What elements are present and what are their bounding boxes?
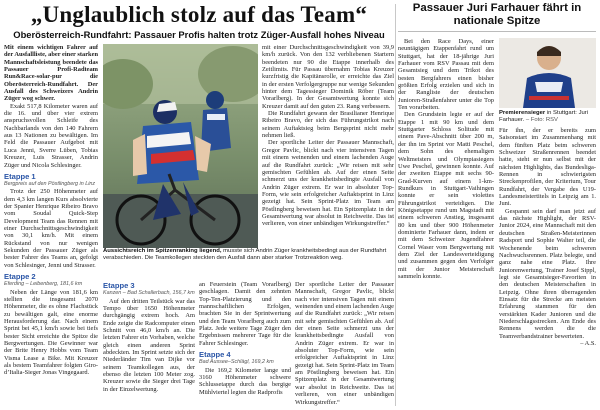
- intro-paragraph: Mit einem wichtigen Fahrer auf der Ausfallliste, aber einer starken Mannschaftsleistung beendete das Passauer Profi-Radteam Run&Race-solar-pur die Oberösterreich-Rundfahrt. Der Ausfall des Schweizers Andrin Züger wog schwer.: [4, 44, 98, 103]
- caption-text: musste sich Andrin Züger krankheitsbedingt aus der Rundfahrt verabschieden. Die Teamkollegen steckten den Ausfall dann aber starker Trotzreaktion weg.: [103, 248, 387, 262]
- stage-3-paragraph: Auf den dritten Teilstück war das Tempo über 1650 Höhenmeter durchgängig extrem hoch. Am Ende zeigte die Radcomputer einen Schnitt von 46,0 km/h an. Die letzten Fahrer ein Vorhaben, welche gleich einen anderen Sprint abdeckten. Im Sprint setzte sich der Niederländer Tim van Dijke vor seinem Teamkollegen aus, der ebenso die letzten 100 Meter zog. Kreuzer sowie die Sieger drei Tage in der Einzelwertung.: [103, 297, 195, 393]
- body-paragraph: Der sportliche Leiter der Passauer Mannschaft, Gregor Pavlic, blickt nach vier intensiven Tagen mit einem weinenden und einem lachenden Auge auf die Rundfahrt zurück: „Wir reisen mit sehr gemischten Gefühlen ab. Auf der einen Seite schmerzt uns der krankheitsbedingte Ausfall von Andrin Züger extrem. Er war in absoluter Top-Form, wie sein erfolgreicher Auftaktsprint in Linz gezeigt hat. Sein Sprint-Platz im Team am Pöstlingberg beweisen hat. Ein Spitzenplatz in der Gesamtwertung war absolut in Reichweite. Das ist verlieren, von einer unbändigen Wirkungstreffer.“: [295, 281, 394, 406]
- stage-4-paragraph: Die 169,2 Kilometer lange und 3160 Höhenmeter schwere Schlussetappe durch das bergige Mühlviertel legten die Radprofis: [199, 366, 291, 396]
- stage-3-heading: Etappe 3: [103, 281, 135, 290]
- body-paragraph: Den Grundstein legte er auf der Etappe 1 mit 90 km und dem Stuttgarter Schloss Solitude mit einem Pave-Abschnitt über 200 m, der ihn im Sprint vor Matti Peschel, dem Sohn des ehemaligen Weltmeisters und Olympiasiegers Uwe Peschel, gewinnen konnte. Auf der zweiten Etappe mit sechs 90-Grad-Kurven auf einem 1-km-Rundkurs in Stuttgart-Vaihingen konnte er sein violettes Führungstrikot verteidigen. Die Königsetappe rund um Magstadt mit einem schweren Anstieg, insgesamt 80 km und über 900 Höhenmeter dominierte Farhauer dann, indem er mit dem Schweizer Jugendfahrer Cornel Waser vom Bergwertung mit dem Ziel der Landesverteidigung und zusammen gegen den Verfolger mit der Junior Meisterschaft sammeln konnte.: [398, 111, 494, 280]
- caption-bold: Aussichtsreich im Spitzenranking liegend,: [103, 248, 222, 254]
- portrait-caption-bold: Premierensieger: [499, 110, 546, 116]
- body-paragraph: Die Rundfahrt gewann der Brasilianer Henrique Ribeiro Bravo, der sich das Führungstrikot nach seinem Auftaktsieg beim Bergsprint nicht mehr nehmen ließ.: [262, 110, 394, 140]
- article-column-3: [103, 281, 195, 408]
- body-paragraph: mit einer Durchschnittsgeschwindigkeit von 39,9 km/h zurück. Von den 132 verbliebenen Startern beendeten nur 90 die Etappe innerhalb des Zeitlimits. Für Passau übernahm Tobias Kreuzer kurzfristig die Kapitänsrolle, er erreichte das Ziel in der ersten Verfolgergruppe nur wenige Sekunden hinter dem Tagessieger Dominik Röber (Team Vorarlberg). In der Gesamtwertung konnte sich Kreuzer damit auf den guten 23. Rang verbessern.: [262, 44, 394, 110]
- column-divider: [395, 4, 396, 406]
- body-paragraph: an Feuerstein (Team Vorarlberg) geschlagen. Damit den zehnten Top-Ten-Platzierung und den mannschaftlichen Erfolgen, brachten Sie in der Sprintwertung und den Team Vorarlberg auch zum Platz. Jede weitere Tage Züger den Ergebnissen mehrerer Tage für die Fahrer Schlesinger.: [199, 281, 291, 347]
- cyclists-illustration: [103, 44, 258, 248]
- rider-portrait-photo: [499, 38, 596, 108]
- portrait-illustration: [499, 38, 596, 108]
- sidebar-headline: Passauer Juri Farhauer fährt in nationale Spitze: [412, 2, 582, 28]
- article-column-5: [295, 281, 394, 408]
- article-headline: „Unglaublich stolz auf das Team“: [30, 2, 368, 27]
- sidebar-column-1: [398, 38, 494, 408]
- article-column-2: [262, 44, 394, 276]
- sidebar-column-2: [499, 38, 596, 408]
- body-paragraph: Für ihn, der er bereits zum Saisonstart im Zusammenhang mit dem fünften Platz beim schweren Schweizer Straßenrennen beendet hatte, steht er nun selbst mit der nächsten Highlights, das Bundesliga-Rennen in schwierigsten Streckenprofilen, der Kriterium, Tour Rundfahrt, der Vergabe des U19-Landesmeistertitels in Leipzig am 1. Juni.: [499, 127, 596, 208]
- article-column-1: [4, 44, 98, 408]
- sidebar-column-2-text: [499, 127, 596, 408]
- article-subhead: Oberösterreich-Rundfahrt: Passauer Profis halten trotz Züger-Ausfall hohes Niveau: [13, 29, 385, 40]
- stage-1-heading: Etappe 1: [4, 171, 36, 181]
- stage-2-paragraph: Neben der Länge von 181,6 km stellten die insgesamt 2070 Höhenmeter, die es ohne Flachstück zu bewältigen galt, eine enorme Herausforderung dar. Nach einem Sprint bei 45,1 km/h sowie bei tiefs bester Sicht erreichte die Spitze die Bergwertungen. Die Gewinner war der Brite Henry Hobbs vom Team Visma Lease a Bike. Mit Kreuzer als bestem Teamfahrer folgten Giro-d’Italia-Sieger Jonas Vingegaard.: [4, 288, 98, 377]
- stage-4-subheading: Bad Aussee–Schlägl, 169,2 km: [199, 359, 274, 366]
- portrait-caption: [499, 110, 596, 124]
- stage-2-subheading: Eferding – Leibenberg, 181,6 km: [4, 281, 83, 288]
- body-paragraph: Exakt 517,8 Kilometer waren auf die 16. und über vier extrem anspruchsvollen Schleife des Nachbarlands von den 140 Fahrern aus 13 Nationen zu bewältigen. Im Feld die Passauer Aufgebot mit Luca Jenni, Sverre Lüben, Tobias Kreuzer, Luis Strasser, Andrin Züger und Nicola Schlesinger.: [4, 102, 98, 169]
- portrait-caption-text: in Stuttgart: Juri Farhauer.: [499, 110, 589, 123]
- article-column-4: [199, 281, 291, 408]
- sidebar-article: [398, 2, 596, 408]
- sidebar-rule: [398, 31, 596, 32]
- author-initials: – A.S.: [580, 339, 596, 347]
- stage-3-subheading: Kanzen – Bad Schallerbach, 156,7 km: [103, 290, 195, 296]
- stage-4-heading: Etappe 4: [199, 350, 231, 360]
- main-article: [4, 2, 394, 408]
- stage-1-subheading: Bergpreis auf den Pöstlingberg in Linz: [4, 180, 96, 187]
- photo-credit: – Foto: RSV: [525, 117, 558, 123]
- body-paragraph: Der sportliche Leiter der Passauer Mannschaft, Gregor Pavlic, blickt nach vier intensiven Tagen mit einem weinenden und einem lachenden Auge auf die Rundfahrt zurück: „Wir reisen mit sehr gemischten Gefühlen ab. Auf der einen Seite schmerzt uns der krankheitsbedingte Ausfall von Andrin Züger extrem. Er war in absoluter Top-Form, wie sein erfolgreicher Auftaktsprint in Linz gezeigt hat. Sein Sprint-Platz im Team am Pöstlingberg beweisen hat. Ein Spitzenplatz in der Gesamtwertung war absolut in Reichweite. Das ist verlieren, von einer unbändigen Wirkungstreffer.“: [262, 139, 394, 228]
- body-paragraph: Gespannt sein darf man jetzt auf das nächste Highlight, der RSV-Junior 2024, eine Mannschaft mit den deutschen Straßen-Meisterinnen Radsport und Sophie Walter teil, die Wochenende beim schweren Nachwuchsrennen. Platz belegte, und ganz nahe eine Platz. Ihre Juniorenwertung, Trainer Josef Sippl, legt sie Gesamtsieger-Favoriten in den deutschen Meisterschaften in Leipzig. Ohne ihren überragenden Einsatz für die Strecke am meisten Erfahrung stammen für den verstärkten Kader Junioren und die Niederschlagsstrecken. Am Ende des Rennens werden die die Teamverbandstrainer bewerteten.: [499, 207, 596, 340]
- stage-1-paragraph: Trotz der 250 Höhenmeter auf dem 4,3 km langen Kurs absolvierte der Spanier Henrique Ribeiro Bravo vom Soudal Quick-Step Development Team das Rennen mit einer Durchschnittsgeschwindigkeit von 30,1 km/h. Mit einem Rückstand von nur wenigen Sekunden der Passauer Züger als bester Fahrer des Teams an, gefolgt von Schlesinger, Jenni und Strasser.: [4, 188, 98, 269]
- body-paragraph: Bei den Race Days, einer neuntägigen Etappenfahrt rund um Stuttgart, hat der 18-jährige Juri Farhauer vom RSV Passau mit dem Gesamtsieg und dem Trikot des besten Bergfahrers einen bisher größten Erfolg erzielen und sich in der Rangliste der deutschen Junioren-Straßenfahrer unter die Top Ten vorarbeiten.: [398, 38, 494, 112]
- stage-2-heading: Etappe 2: [4, 272, 36, 282]
- cycling-race-photo: [103, 44, 258, 248]
